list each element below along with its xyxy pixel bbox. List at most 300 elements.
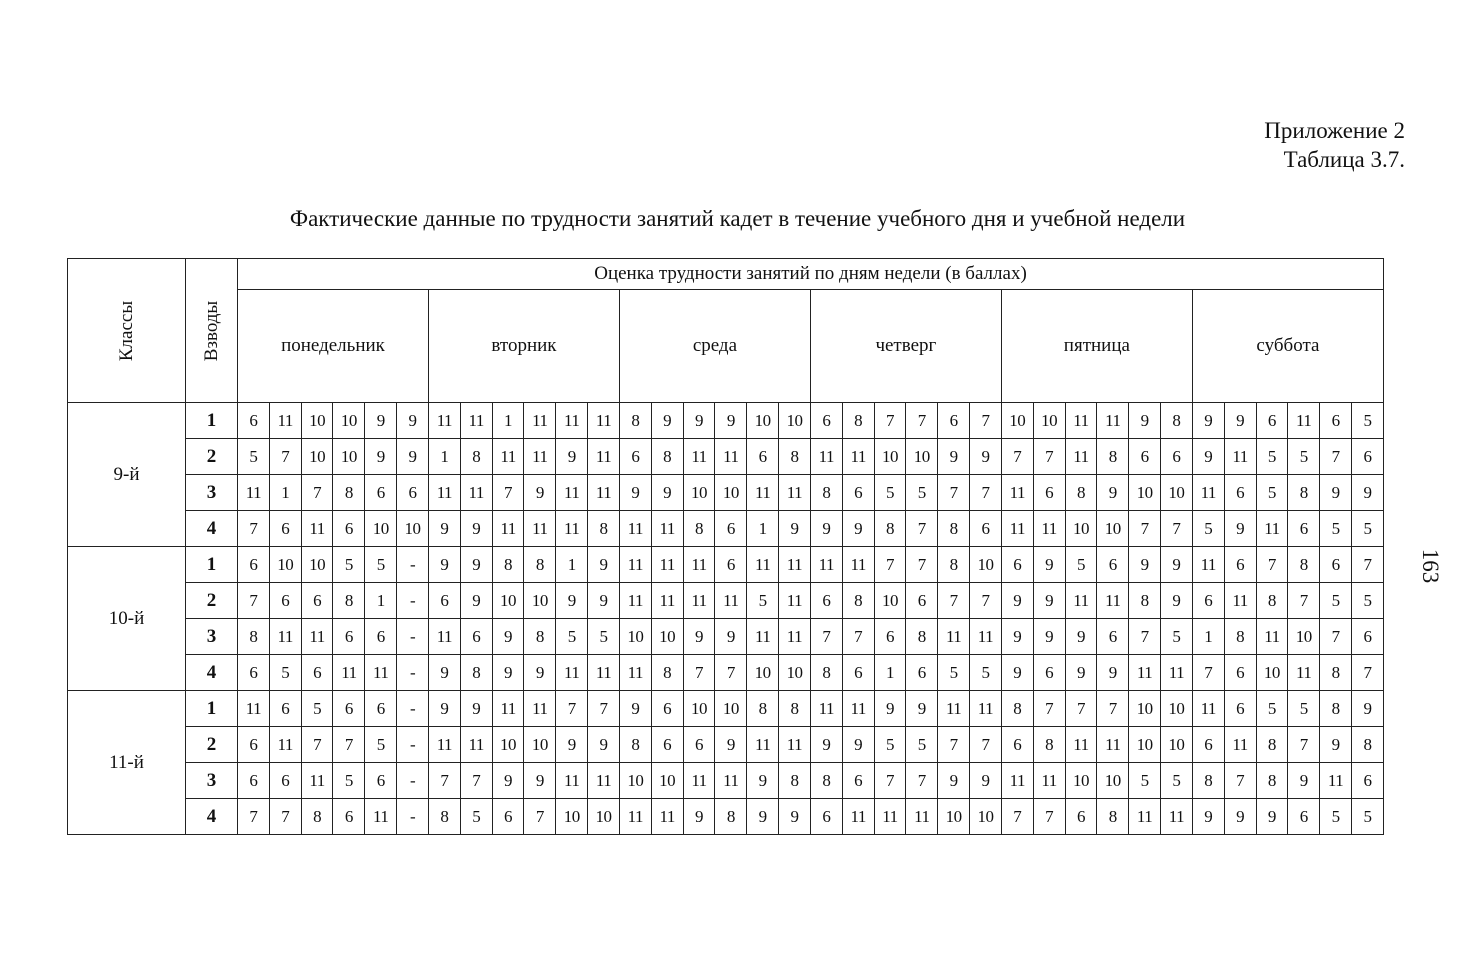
- platoon-number: 2: [186, 583, 238, 619]
- score-cell: 10: [747, 655, 779, 691]
- score-cell: 11: [1192, 475, 1224, 511]
- score-cell: 11: [1224, 439, 1256, 475]
- score-cell: -: [397, 727, 429, 763]
- score-cell: 11: [365, 799, 397, 835]
- platoon-number: 3: [186, 763, 238, 799]
- score-cell: 8: [938, 547, 970, 583]
- score-cell: 11: [810, 691, 842, 727]
- score-cell: 11: [428, 727, 460, 763]
- score-cell: 11: [588, 763, 620, 799]
- score-cell: 11: [301, 763, 333, 799]
- score-cell: 11: [715, 439, 747, 475]
- score-cell: 5: [1256, 475, 1288, 511]
- score-cell: 11: [683, 763, 715, 799]
- score-cell: 8: [238, 619, 270, 655]
- score-cell: 11: [588, 655, 620, 691]
- score-cell: 11: [651, 547, 683, 583]
- table-row: [68, 691, 1384, 727]
- score-cell: 7: [842, 619, 874, 655]
- score-cell: 8: [1256, 763, 1288, 799]
- score-cell: 6: [365, 475, 397, 511]
- score-cell: 9: [397, 439, 429, 475]
- score-cell: 6: [1320, 403, 1352, 439]
- score-cell: 6: [1224, 655, 1256, 691]
- score-cell: 5: [1351, 799, 1383, 835]
- score-cell: 11: [747, 727, 779, 763]
- score-cell: 11: [651, 799, 683, 835]
- score-cell: 9: [779, 511, 811, 547]
- score-cell: 11: [747, 619, 779, 655]
- score-cell: 7: [683, 655, 715, 691]
- score-cell: 9: [970, 763, 1002, 799]
- score-cell: 11: [1129, 655, 1161, 691]
- difficulty-table: [67, 258, 1384, 835]
- score-cell: 10: [1161, 475, 1193, 511]
- score-cell: 5: [1288, 439, 1320, 475]
- score-cell: 9: [747, 763, 779, 799]
- score-cell: 6: [1224, 691, 1256, 727]
- score-cell: 6: [1351, 763, 1383, 799]
- score-cell: -: [397, 619, 429, 655]
- score-cell: 11: [715, 583, 747, 619]
- score-cell: 6: [1097, 547, 1129, 583]
- score-cell: 9: [938, 439, 970, 475]
- score-cell: 9: [588, 547, 620, 583]
- score-cell: 11: [1001, 511, 1033, 547]
- score-cell: 11: [238, 691, 270, 727]
- score-cell: 11: [810, 547, 842, 583]
- score-cell: 5: [301, 691, 333, 727]
- score-cell: 6: [1033, 475, 1065, 511]
- score-cell: -: [397, 655, 429, 691]
- score-cell: 7: [938, 583, 970, 619]
- score-cell: 6: [683, 727, 715, 763]
- score-cell: 10: [874, 583, 906, 619]
- header-classes: [68, 259, 186, 403]
- score-cell: 8: [1288, 547, 1320, 583]
- score-cell: 6: [842, 475, 874, 511]
- score-cell: 11: [1097, 583, 1129, 619]
- score-cell: 5: [588, 619, 620, 655]
- score-cell: 9: [1001, 655, 1033, 691]
- score-cell: 11: [1033, 763, 1065, 799]
- score-cell: 10: [333, 439, 365, 475]
- score-cell: 9: [970, 439, 1002, 475]
- score-cell: 7: [1288, 583, 1320, 619]
- table-row: [68, 547, 1384, 583]
- table-header-row: [68, 259, 1384, 290]
- score-cell: 10: [683, 691, 715, 727]
- score-cell: 11: [1097, 727, 1129, 763]
- score-cell: 6: [1224, 475, 1256, 511]
- score-cell: 11: [492, 439, 524, 475]
- score-cell: 10: [1161, 691, 1193, 727]
- score-cell: 9: [1065, 655, 1097, 691]
- platoon-number: 1: [186, 403, 238, 439]
- score-cell: 6: [1001, 547, 1033, 583]
- score-cell: 11: [1001, 763, 1033, 799]
- score-cell: 10: [269, 547, 301, 583]
- score-cell: 9: [1129, 403, 1161, 439]
- score-cell: 6: [333, 619, 365, 655]
- day-header: пятница: [1001, 290, 1192, 403]
- score-cell: 10: [556, 799, 588, 835]
- score-cell: 11: [651, 511, 683, 547]
- score-cell: 6: [428, 583, 460, 619]
- score-cell: 10: [1129, 691, 1161, 727]
- score-cell: 6: [460, 619, 492, 655]
- score-cell: 9: [1224, 799, 1256, 835]
- score-cell: 9: [1351, 475, 1383, 511]
- score-cell: 6: [1129, 439, 1161, 475]
- score-cell: 10: [1288, 619, 1320, 655]
- score-cell: 8: [651, 655, 683, 691]
- score-cell: 8: [779, 763, 811, 799]
- score-cell: 9: [779, 799, 811, 835]
- score-cell: 7: [1288, 727, 1320, 763]
- score-cell: 1: [365, 583, 397, 619]
- table-number: Таблица 3.7.: [1283, 147, 1405, 172]
- score-cell: 6: [810, 583, 842, 619]
- score-cell: 6: [715, 511, 747, 547]
- score-cell: 6: [301, 655, 333, 691]
- score-cell: 11: [683, 547, 715, 583]
- score-cell: 9: [1320, 727, 1352, 763]
- score-cell: 6: [333, 511, 365, 547]
- score-cell: 10: [779, 655, 811, 691]
- score-cell: 11: [810, 439, 842, 475]
- score-cell: 10: [1161, 727, 1193, 763]
- score-cell: 7: [238, 583, 270, 619]
- score-cell: 8: [1320, 655, 1352, 691]
- score-cell: 7: [874, 403, 906, 439]
- score-cell: 7: [1224, 763, 1256, 799]
- score-cell: 8: [1129, 583, 1161, 619]
- score-cell: 6: [1097, 619, 1129, 655]
- score-cell: 10: [970, 547, 1002, 583]
- score-cell: 9: [619, 475, 651, 511]
- score-cell: 9: [1192, 799, 1224, 835]
- score-cell: 6: [842, 763, 874, 799]
- score-cell: 7: [906, 511, 938, 547]
- score-cell: 5: [1320, 799, 1352, 835]
- score-cell: 10: [779, 403, 811, 439]
- header-score: Оценка трудности занятий по дням недели (в баллах): [238, 259, 1384, 290]
- class-label: 9-й: [68, 403, 186, 547]
- score-cell: 7: [938, 475, 970, 511]
- score-cell: 10: [301, 403, 333, 439]
- score-cell: 5: [906, 727, 938, 763]
- score-cell: 6: [269, 583, 301, 619]
- score-cell: 1: [747, 511, 779, 547]
- score-cell: 9: [588, 583, 620, 619]
- score-cell: 9: [1224, 403, 1256, 439]
- score-cell: 7: [970, 403, 1002, 439]
- day-header: понедельник: [238, 290, 429, 403]
- score-cell: 7: [1033, 439, 1065, 475]
- score-cell: 6: [1224, 547, 1256, 583]
- platoon-number: 3: [186, 475, 238, 511]
- score-cell: 8: [747, 691, 779, 727]
- score-cell: 10: [301, 547, 333, 583]
- score-cell: 6: [397, 475, 429, 511]
- score-cell: 11: [683, 439, 715, 475]
- score-cell: 10: [906, 439, 938, 475]
- score-cell: 8: [524, 619, 556, 655]
- day-header: среда: [619, 290, 810, 403]
- score-cell: 11: [556, 655, 588, 691]
- score-cell: 8: [1256, 727, 1288, 763]
- score-cell: 7: [874, 763, 906, 799]
- score-cell: 6: [492, 799, 524, 835]
- score-cell: 7: [269, 799, 301, 835]
- score-cell: 7: [1129, 511, 1161, 547]
- table-row: [68, 403, 1384, 439]
- score-cell: 11: [1065, 727, 1097, 763]
- score-cell: 7: [1161, 511, 1193, 547]
- score-cell: -: [397, 583, 429, 619]
- class-label: 10-й: [68, 547, 186, 691]
- score-cell: 7: [1129, 619, 1161, 655]
- score-cell: 8: [715, 799, 747, 835]
- score-cell: 9: [492, 619, 524, 655]
- score-cell: 1: [428, 439, 460, 475]
- score-cell: 10: [365, 511, 397, 547]
- score-cell: 10: [1097, 511, 1129, 547]
- score-cell: 8: [842, 403, 874, 439]
- score-cell: 8: [588, 511, 620, 547]
- score-cell: 5: [269, 655, 301, 691]
- score-cell: 7: [938, 727, 970, 763]
- day-header: вторник: [428, 290, 619, 403]
- table-row: [68, 619, 1384, 655]
- score-cell: 11: [365, 655, 397, 691]
- score-cell: 5: [1351, 511, 1383, 547]
- score-cell: 5: [1192, 511, 1224, 547]
- score-cell: 9: [1001, 583, 1033, 619]
- score-cell: 5: [1161, 619, 1193, 655]
- score-cell: 5: [906, 475, 938, 511]
- score-cell: 8: [1033, 727, 1065, 763]
- score-cell: 7: [970, 583, 1002, 619]
- score-cell: 9: [556, 583, 588, 619]
- score-cell: 9: [651, 475, 683, 511]
- score-cell: 6: [238, 403, 270, 439]
- score-cell: 9: [842, 727, 874, 763]
- score-cell: 6: [1033, 655, 1065, 691]
- score-cell: 7: [1001, 799, 1033, 835]
- score-cell: 9: [1161, 583, 1193, 619]
- score-cell: 9: [874, 691, 906, 727]
- score-cell: 7: [301, 475, 333, 511]
- score-cell: 11: [1256, 619, 1288, 655]
- score-cell: 10: [1256, 655, 1288, 691]
- score-cell: 9: [492, 763, 524, 799]
- score-cell: 10: [1001, 403, 1033, 439]
- score-cell: 10: [333, 403, 365, 439]
- score-cell: 7: [492, 475, 524, 511]
- score-cell: 9: [1033, 583, 1065, 619]
- score-cell: 11: [938, 619, 970, 655]
- score-cell: 11: [842, 439, 874, 475]
- score-cell: 10: [1033, 403, 1065, 439]
- score-cell: 11: [492, 691, 524, 727]
- score-cell: 9: [651, 403, 683, 439]
- score-cell: 6: [747, 439, 779, 475]
- score-cell: 11: [1320, 763, 1352, 799]
- day-header: четверг: [810, 290, 1001, 403]
- score-cell: 9: [397, 403, 429, 439]
- score-cell: 11: [970, 691, 1002, 727]
- platoon-number: 3: [186, 619, 238, 655]
- score-cell: 8: [779, 691, 811, 727]
- score-cell: 11: [619, 547, 651, 583]
- score-cell: 8: [683, 511, 715, 547]
- score-cell: 9: [1161, 547, 1193, 583]
- score-cell: 7: [238, 511, 270, 547]
- score-cell: 6: [1320, 547, 1352, 583]
- score-cell: 5: [556, 619, 588, 655]
- header-platoons-label: Взводы: [200, 300, 222, 361]
- score-cell: 11: [301, 511, 333, 547]
- table-row: [68, 439, 1384, 475]
- score-cell: 6: [906, 655, 938, 691]
- platoon-number: 2: [186, 439, 238, 475]
- score-cell: 11: [269, 727, 301, 763]
- score-cell: 5: [1256, 691, 1288, 727]
- score-cell: 1: [492, 403, 524, 439]
- score-cell: 6: [1351, 439, 1383, 475]
- score-cell: 8: [810, 763, 842, 799]
- score-cell: 9: [1001, 619, 1033, 655]
- score-cell: 6: [1192, 727, 1224, 763]
- score-cell: 10: [301, 439, 333, 475]
- score-cell: 7: [428, 763, 460, 799]
- score-cell: 10: [1065, 763, 1097, 799]
- score-cell: 11: [1001, 475, 1033, 511]
- score-cell: 7: [238, 799, 270, 835]
- score-cell: 9: [428, 655, 460, 691]
- score-cell: 11: [238, 475, 270, 511]
- score-cell: 11: [492, 511, 524, 547]
- score-cell: 11: [715, 763, 747, 799]
- score-cell: 9: [1288, 763, 1320, 799]
- score-cell: 11: [842, 547, 874, 583]
- score-cell: 9: [492, 655, 524, 691]
- score-cell: 7: [1033, 799, 1065, 835]
- score-cell: 9: [556, 727, 588, 763]
- score-cell: 6: [1288, 511, 1320, 547]
- score-cell: 5: [1161, 763, 1193, 799]
- score-cell: 9: [1256, 799, 1288, 835]
- score-cell: 8: [1288, 475, 1320, 511]
- score-cell: 6: [651, 691, 683, 727]
- score-cell: 6: [970, 511, 1002, 547]
- score-cell: 11: [524, 403, 556, 439]
- score-cell: 11: [906, 799, 938, 835]
- score-cell: 7: [556, 691, 588, 727]
- score-cell: 9: [460, 547, 492, 583]
- score-cell: 11: [747, 547, 779, 583]
- platoon-number: 4: [186, 655, 238, 691]
- score-cell: 7: [1065, 691, 1097, 727]
- score-cell: 8: [333, 583, 365, 619]
- score-cell: 8: [619, 403, 651, 439]
- score-cell: 9: [1351, 691, 1383, 727]
- score-cell: 11: [428, 475, 460, 511]
- score-cell: 6: [1161, 439, 1193, 475]
- score-cell: 11: [747, 475, 779, 511]
- score-cell: 6: [938, 403, 970, 439]
- score-cell: 11: [1161, 799, 1193, 835]
- score-cell: 8: [1192, 763, 1224, 799]
- score-cell: 7: [1097, 691, 1129, 727]
- score-cell: 9: [842, 511, 874, 547]
- score-cell: 9: [460, 583, 492, 619]
- score-cell: 9: [428, 511, 460, 547]
- score-cell: 6: [651, 727, 683, 763]
- score-cell: 6: [874, 619, 906, 655]
- score-cell: 9: [428, 691, 460, 727]
- score-cell: 11: [460, 727, 492, 763]
- score-cell: 6: [365, 691, 397, 727]
- score-cell: 8: [842, 583, 874, 619]
- score-cell: 5: [938, 655, 970, 691]
- score-cell: 5: [460, 799, 492, 835]
- score-cell: 9: [1192, 439, 1224, 475]
- score-cell: -: [397, 547, 429, 583]
- appendix-label: [1264, 116, 1405, 174]
- score-cell: 8: [779, 439, 811, 475]
- score-cell: 11: [779, 727, 811, 763]
- score-cell: 11: [619, 655, 651, 691]
- score-cell: 11: [1065, 439, 1097, 475]
- score-cell: 9: [1129, 547, 1161, 583]
- score-cell: 8: [1097, 799, 1129, 835]
- table-row: [68, 655, 1384, 691]
- score-cell: 6: [810, 403, 842, 439]
- score-cell: 9: [460, 691, 492, 727]
- score-cell: 6: [1065, 799, 1097, 835]
- score-cell: 11: [1192, 691, 1224, 727]
- score-cell: 5: [874, 475, 906, 511]
- score-cell: 6: [238, 655, 270, 691]
- score-cell: 7: [460, 763, 492, 799]
- score-cell: 9: [1192, 403, 1224, 439]
- score-cell: 11: [269, 403, 301, 439]
- score-cell: 11: [460, 403, 492, 439]
- header-classes-label: Классы: [115, 300, 137, 361]
- table-row: [68, 475, 1384, 511]
- score-cell: 10: [397, 511, 429, 547]
- score-cell: 10: [651, 763, 683, 799]
- score-cell: 9: [619, 691, 651, 727]
- score-cell: 11: [1224, 583, 1256, 619]
- score-cell: 8: [619, 727, 651, 763]
- platoon-number: 2: [186, 727, 238, 763]
- score-cell: 11: [779, 619, 811, 655]
- score-cell: 10: [492, 727, 524, 763]
- class-label: 11-й: [68, 691, 186, 835]
- score-cell: 5: [747, 583, 779, 619]
- score-cell: 10: [619, 619, 651, 655]
- score-cell: 9: [1320, 475, 1352, 511]
- score-cell: 8: [460, 655, 492, 691]
- score-cell: 5: [874, 727, 906, 763]
- score-cell: 9: [365, 439, 397, 475]
- score-cell: 7: [1351, 547, 1383, 583]
- score-cell: 9: [810, 511, 842, 547]
